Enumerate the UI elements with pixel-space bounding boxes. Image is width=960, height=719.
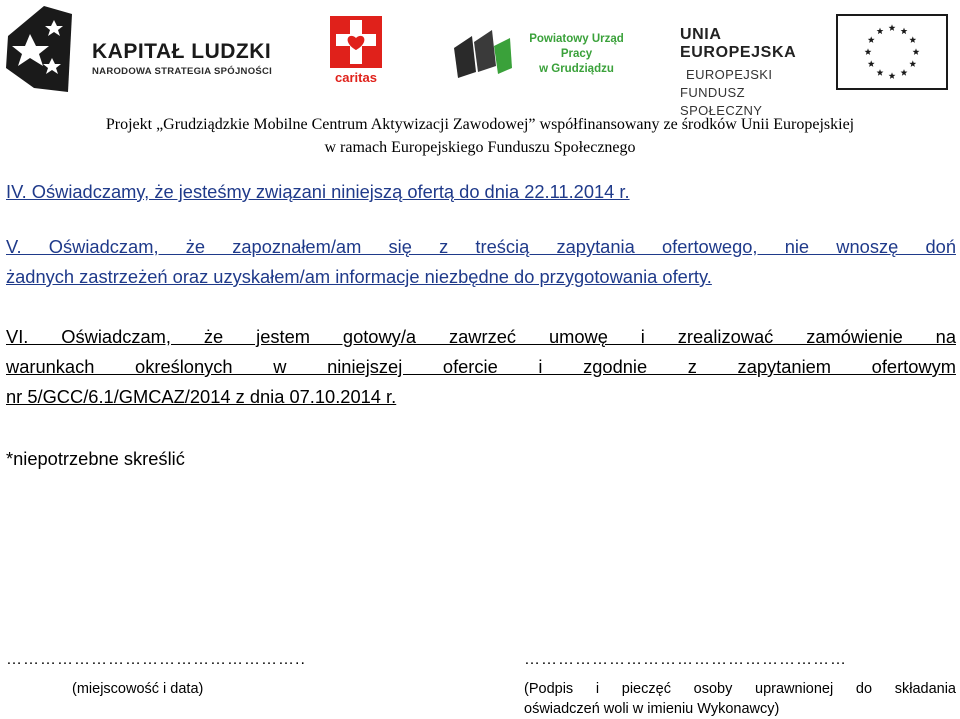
section-v	[6, 232, 956, 292]
place-date-dots: ……………………………………………..	[6, 651, 306, 668]
caritas-label: caritas	[335, 70, 377, 85]
kapital-ludzki-emblem-icon	[4, 6, 82, 96]
section-v-line2: żadnych zastrzeżeń oraz uzyskałem/am informacje niezbędne do przygotowania oferty.	[6, 266, 712, 287]
pup-line2: w Grudziądzu	[539, 63, 614, 75]
section-vi	[6, 322, 956, 412]
pup-mark-icon	[452, 28, 514, 80]
signature-caption-line2: oświadczeń woli w imieniu Wykonawcy)	[524, 701, 780, 717]
signature-caption	[524, 679, 956, 719]
signature-dots: …………………………………………………	[524, 651, 847, 668]
eu-line1: UNIA EUROPEJSKA	[680, 26, 797, 61]
pup-text	[516, 32, 637, 77]
section-vi-line3: nr 5/GCC/6.1/GMCAZ/2014 z dnia 07.10.2014 r.	[6, 386, 397, 407]
section-iv	[6, 177, 956, 207]
caritas-logo	[328, 14, 384, 88]
eu-line2: EUROPEJSKI	[686, 67, 773, 82]
kapital-ludzki-logo	[4, 6, 294, 96]
section-vi-line1: VI. Oświadczam, że jestem gotowy/a zawrzeć umowę i zrealizować zamówienie na	[6, 326, 956, 347]
project-line-1: Projekt „Grudziądzkie Mobilne Centrum Aktywizacji Zawodowej” współfinansowany ze środków Unii Europejskiej	[105, 116, 855, 133]
signature-caption-line1: (Podpis i pieczęć osoby uprawnionej do składania	[524, 681, 956, 697]
caritas-cross-icon	[328, 14, 384, 70]
section-iv-text: IV. Oświadczamy, że jesteśmy związani niniejszą ofertą do dnia 22.11.2014 r.	[6, 181, 630, 202]
pup-line1: Powiatowy Urząd Pracy	[529, 33, 624, 60]
eu-flag-icon	[836, 14, 948, 90]
pup-logo	[452, 24, 637, 84]
footnote: *niepotrzebne skreślić	[6, 448, 185, 469]
eu-line3: FUNDUSZ SPOŁECZNY	[680, 85, 763, 118]
project-line-2: w ramach Europejskiego Funduszu Społecznego	[324, 139, 636, 156]
kapital-ludzki-subtitle: NARODOWA STRATEGIA SPÓJNOŚCI	[92, 66, 273, 77]
section-vi-line2: warunkach określonych w niniejszej ofercie i zgodnie z zapytaniem ofertowym	[6, 356, 956, 377]
place-date-caption: (miejscowość i data)	[72, 681, 204, 697]
eu-text-logo	[680, 26, 830, 120]
kapital-ludzki-title: KAPITAŁ LUDZKI	[92, 40, 272, 63]
section-v-line1: V. Oświadczam, że zapoznałem/am się z treścią zapytania ofertowego, nie wnoszę doń	[6, 236, 956, 257]
